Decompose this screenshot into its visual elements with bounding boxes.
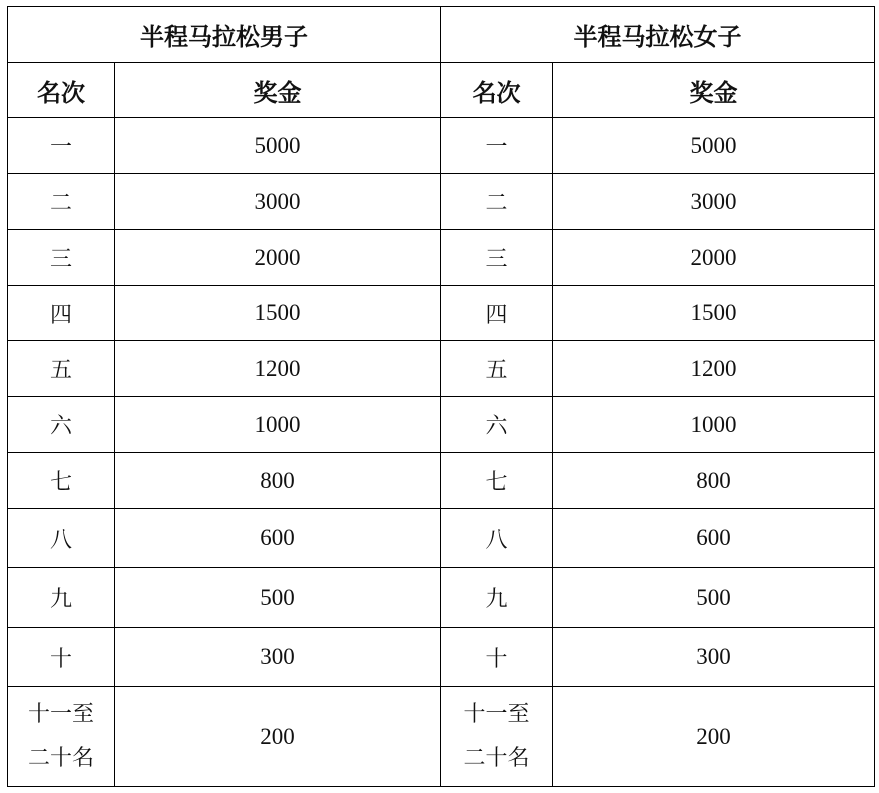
men-title: 半程马拉松男子 [8,7,441,63]
women-prize-cell: 1200 [553,341,875,397]
rank-range-line2: 二十名 [27,745,94,771]
table-row [8,509,875,568]
women-prize-cell: 2000 [553,230,875,286]
women-rank-cell: 七 [441,453,553,509]
table-row-last [8,687,875,787]
rank-range-line1: 十一至 [463,701,530,727]
men-prize-header: 奖金 [115,63,441,118]
table-row [8,397,875,453]
table-row [8,628,875,687]
women-title: 半程马拉松女子 [441,7,875,63]
women-prize-cell: 5000 [553,118,875,174]
men-prize-cell: 500 [115,568,441,628]
women-rank-cell: 一 [441,118,553,174]
table-row [8,568,875,628]
men-prize-cell: 1500 [115,286,441,341]
women-prize-cell: 300 [553,628,875,687]
header-row [8,63,875,118]
women-rank-cell: 四 [441,286,553,341]
women-rank-cell: 九 [441,568,553,628]
men-rank-cell: 十 [8,628,115,687]
men-prize-cell: 1200 [115,341,441,397]
men-rank-cell: 七 [8,453,115,509]
men-prize-cell: 3000 [115,174,441,230]
men-prize-cell: 200 [115,687,441,787]
prize-table [7,6,875,787]
women-prize-header: 奖金 [553,63,875,118]
men-rank-cell: 九 [8,568,115,628]
men-rank-cell: 八 [8,509,115,568]
table-row [8,118,875,174]
table-row [8,341,875,397]
women-prize-cell: 1500 [553,286,875,341]
women-rank-range-cell [441,687,553,787]
women-rank-cell: 八 [441,509,553,568]
title-row [8,7,875,63]
rank-range-line1: 十一至 [27,701,94,727]
table-row [8,174,875,230]
men-rank-cell: 二 [8,174,115,230]
table-row [8,286,875,341]
men-rank-cell: 三 [8,230,115,286]
men-rank-header: 名次 [8,63,115,118]
women-rank-cell: 三 [441,230,553,286]
women-prize-cell: 600 [553,509,875,568]
women-rank-cell: 五 [441,341,553,397]
men-rank-cell: 六 [8,397,115,453]
women-prize-cell: 800 [553,453,875,509]
table-row [8,453,875,509]
men-prize-cell: 1000 [115,397,441,453]
women-prize-cell: 200 [553,687,875,787]
men-prize-cell: 800 [115,453,441,509]
women-rank-cell: 二 [441,174,553,230]
men-prize-cell: 5000 [115,118,441,174]
table-row [8,230,875,286]
men-prize-cell: 300 [115,628,441,687]
women-rank-cell: 十 [441,628,553,687]
rank-range-line2: 二十名 [463,745,530,771]
men-rank-cell: 一 [8,118,115,174]
women-prize-cell: 1000 [553,397,875,453]
women-rank-header: 名次 [441,63,553,118]
men-prize-cell: 2000 [115,230,441,286]
women-prize-cell: 500 [553,568,875,628]
men-rank-cell: 五 [8,341,115,397]
men-rank-range-cell [8,687,115,787]
men-prize-cell: 600 [115,509,441,568]
men-rank-cell: 四 [8,286,115,341]
women-rank-cell: 六 [441,397,553,453]
women-prize-cell: 3000 [553,174,875,230]
